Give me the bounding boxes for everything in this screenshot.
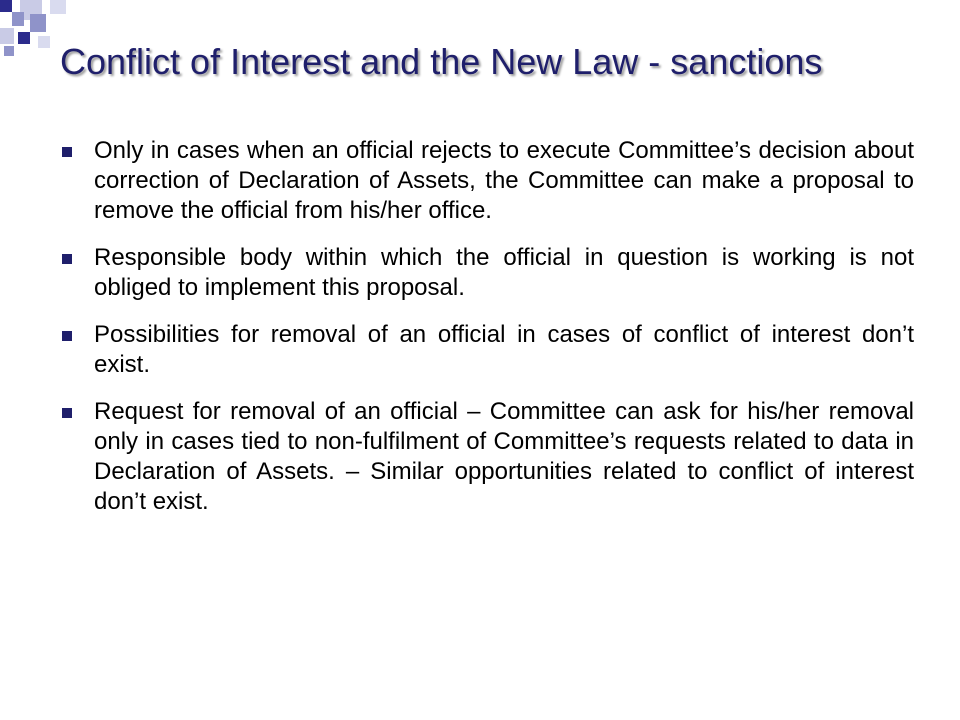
- corner-square: [4, 46, 14, 56]
- bullet-text: Possibilities for removal of an official in cases of conflict of interest don’t exist.: [94, 321, 914, 378]
- corner-square: [50, 0, 66, 14]
- square-bullet-icon: [62, 408, 72, 418]
- corner-square: [12, 12, 24, 26]
- bullet-text: Request for removal of an official – Committee can ask for his/her removal only in cases tied to non-fulfilment of Committee’s requests related to data in Declaration of Assets. – Similar opportunities related to conflict of interest don’t exist.: [94, 398, 914, 515]
- corner-square: [30, 14, 46, 32]
- bullet-text: Responsible body within which the official in question is working is not obliged to implement this proposal.: [94, 244, 914, 301]
- bullet-item: [62, 397, 914, 517]
- corner-square: [0, 0, 12, 12]
- square-bullet-icon: [62, 331, 72, 341]
- bullet-item: [62, 136, 914, 226]
- square-bullet-icon: [62, 254, 72, 264]
- bullet-item: [62, 320, 914, 380]
- bullet-list: [62, 136, 914, 534]
- slide-title: Conflict of Interest and the New Law - sanctions: [60, 41, 823, 82]
- square-bullet-icon: [62, 147, 72, 157]
- corner-square: [0, 28, 14, 44]
- bullet-text: Only in cases when an official rejects to execute Committee’s decision about correction of Declaration of Assets, the Committee can make a proposal to remove the official from his/her office.: [94, 137, 914, 224]
- bullet-item: [62, 243, 914, 303]
- corner-square: [18, 32, 30, 44]
- corner-square: [38, 36, 50, 48]
